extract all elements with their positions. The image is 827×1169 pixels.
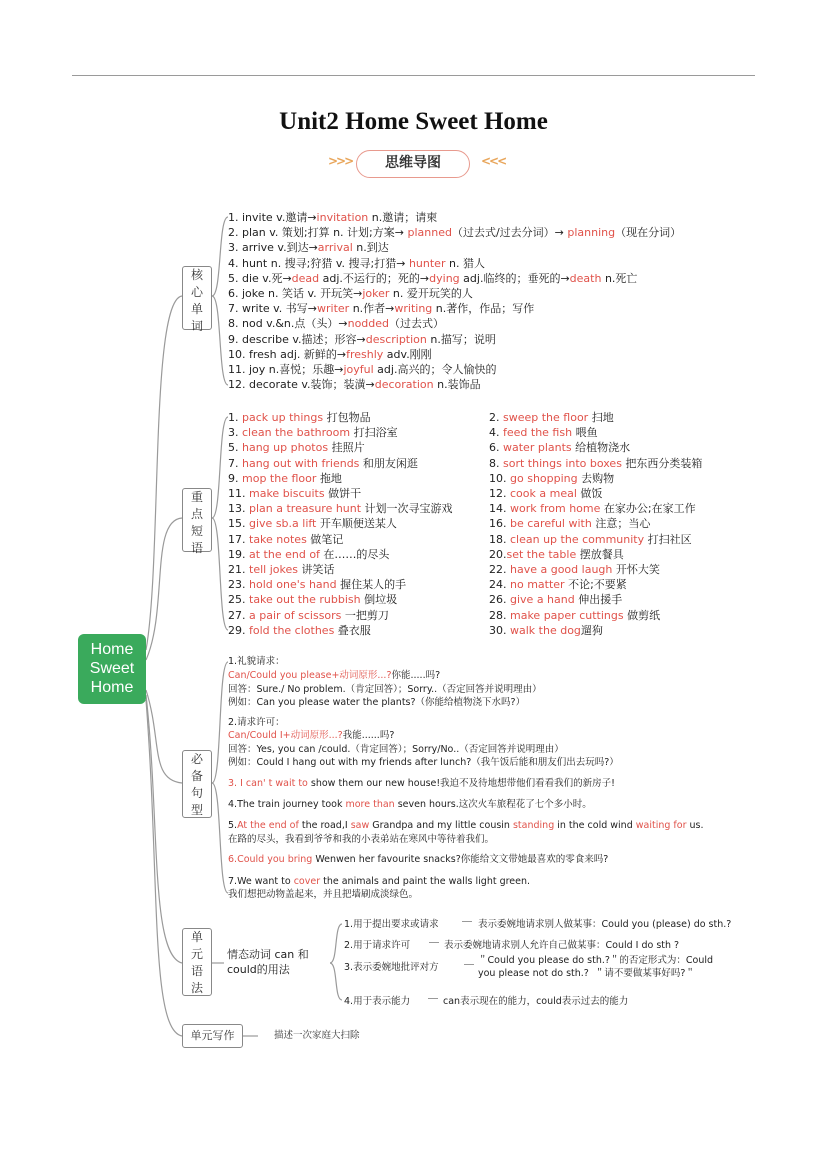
sentence-line-segment: 4.The train journey took — [228, 799, 346, 810]
root-label-1: Home — [90, 641, 134, 658]
phrase-line-segment: 13. — [228, 502, 249, 516]
word-line-segment: planned — [407, 226, 452, 240]
sentence-line — [228, 819, 704, 832]
phrase-line-segment: 20. — [489, 547, 507, 561]
word-line-segment: 1. invite v.邀请→ — [228, 211, 317, 224]
phrase-line-segment: 做剪纸 — [623, 608, 661, 622]
phrase-line — [489, 532, 692, 547]
phrase-line — [228, 532, 343, 547]
word-line-segment: arrival — [317, 241, 353, 255]
phrase-line-segment: 开车顺便送某人 — [316, 517, 397, 531]
word-line-segment: n.到达 — [352, 241, 389, 255]
sentence-line — [228, 669, 440, 682]
phrase-line-segment: 在……的尽头 — [319, 547, 390, 561]
phrase-line-segment: pack up things — [242, 411, 324, 424]
phrase-line-segment: 打扫浴室 — [350, 426, 398, 440]
sentence-line-segment: 回答：Yes, you can /could.（肯定回答）；Sorry/No..（否定回答并说明理由） — [228, 744, 564, 755]
root-label-2: Sweet — [89, 660, 135, 677]
word-line-segment: n. 猎人 — [445, 256, 485, 270]
sentence-line — [228, 756, 619, 769]
sentence-line-segment: Grandpa and my little cousin — [369, 820, 513, 831]
phrase-line-segment: give sb.a lift — [249, 517, 317, 531]
sentence-line-segment: 例如：Can you please water the plants?（你能给植物浇下水吗?） — [228, 697, 526, 708]
phrase-line-segment: 挂照片 — [328, 441, 365, 455]
sentence-line-segment: 你能.....吗? — [391, 670, 441, 681]
phrase-line — [489, 501, 696, 516]
sentence-line-segment: 我能......吗? — [342, 730, 395, 741]
phrase-line-segment: 4. — [489, 426, 503, 440]
word-line-segment: nodded — [347, 317, 390, 331]
phrase-line-segment: 做饭 — [576, 487, 603, 500]
sentence-line-segment: us. — [686, 820, 704, 831]
phrase-line-segment: 12. — [489, 487, 510, 500]
phrase-line-segment: 计划一次寻宝游戏 — [361, 502, 453, 516]
sentence-line-segment: Can/Could you please+动词原形...? — [228, 670, 392, 681]
phrase-line — [228, 516, 397, 531]
word-line-segment: adj.高兴的；令人愉快的 — [373, 363, 497, 376]
word-line-segment: writer — [317, 302, 350, 316]
sentence-line — [228, 716, 285, 729]
word-line-segment: （现在分词） — [615, 226, 682, 240]
phrase-line — [489, 547, 624, 562]
sentence-line — [228, 655, 285, 668]
sentence-line — [228, 833, 494, 846]
grammar-item-label: 3.表示委婉地批评对方 — [344, 962, 439, 973]
word-line-segment: （过去式） — [389, 317, 445, 331]
word-line — [228, 332, 496, 347]
word-line-segment: adj.临终的；垂死的→ — [459, 271, 570, 285]
word-line-segment: decoration — [374, 378, 434, 392]
phrase-line-segment: be careful with — [510, 517, 592, 531]
word-line-segment: （过去式/过去分词）→ — [451, 226, 568, 240]
sentence-line — [228, 853, 608, 866]
phrase-line-segment: go shopping — [510, 471, 578, 485]
phrase-line-segment: 10. — [489, 471, 510, 485]
sentence-line-segment: saw — [350, 820, 370, 831]
phrase-line-segment: 开怀大笑 — [612, 563, 660, 576]
sentence-line — [228, 798, 592, 811]
phrase-line — [228, 486, 361, 501]
phrase-line-segment: set the table — [506, 547, 577, 561]
sentence-line — [228, 696, 525, 709]
phrase-line — [489, 516, 650, 531]
sentence-line — [228, 888, 418, 901]
sentence-line-segment: show them our new house!我迫不及待地想带他们看看我们的新房子! — [307, 778, 615, 789]
phrase-line-segment: mop the floor — [242, 471, 317, 485]
phrase-line-segment: 拖地 — [316, 471, 342, 485]
word-line-segment: n.死亡 — [601, 271, 638, 285]
sentence-line — [228, 683, 542, 696]
mindmap-banner: 思维导图 — [356, 150, 470, 178]
grammar-connector — [462, 921, 472, 922]
root-label-3: Home — [90, 679, 134, 696]
phrase-line-segment: 打扫社区 — [644, 532, 692, 546]
phrase-line-segment: 叠衣服 — [334, 623, 371, 637]
phrase-line — [489, 592, 622, 607]
word-line-segment: n. 爱开玩笑的人 — [389, 287, 473, 300]
word-line-segment: 6. joke n. 笑话 v. 开玩笑→ — [228, 287, 363, 300]
sentence-line-segment: 6.Could you bring — [228, 854, 313, 865]
grammar-item-label: 2.用于请求许可 — [344, 940, 411, 951]
phrase-line-segment: make biscuits — [249, 487, 325, 500]
grammar-item-desc: 表示委婉地请求别人做某事：Could you (please) do sth.? — [478, 919, 732, 930]
phrase-line-segment: work from home — [510, 502, 601, 516]
sentence-line — [228, 729, 394, 742]
sentence-line-segment: At the end of — [237, 820, 299, 831]
sentence-line-segment: 例如：Could I hang out with my friends after lunch?（我午饭后能和朋友们出去玩吗?） — [228, 757, 619, 768]
phrase-line-segment: no matter — [510, 578, 565, 592]
phrase-line-segment: 伸出援手 — [574, 593, 623, 607]
phrase-line — [228, 623, 371, 638]
word-line-segment: n.邀请；请柬 — [368, 211, 438, 224]
phrase-line-segment: 握住某人的手 — [336, 578, 407, 592]
phrase-line-segment: 30. — [489, 623, 510, 637]
phrase-line-segment: plan a treasure hunt — [249, 502, 362, 516]
phrase-line — [489, 456, 702, 471]
phrase-line — [228, 592, 397, 607]
sentence-line-segment: more than — [345, 799, 395, 810]
sentence-line-segment: 2.请求许可： — [228, 717, 285, 728]
word-line — [228, 347, 432, 362]
branch-writing: 单元写作 — [182, 1024, 243, 1048]
phrase-line — [489, 562, 660, 577]
phrase-line-segment: 7. — [228, 456, 242, 470]
phrase-line — [228, 456, 418, 471]
phrase-line-segment: 27. — [228, 608, 249, 622]
word-line-segment: adj.不运行的；死的→ — [319, 271, 430, 285]
phrase-line-segment: 遛狗 — [580, 623, 603, 637]
word-line-segment: 8. nod v.&n.点（头）→ — [228, 317, 348, 331]
word-line-segment: n.描写；说明 — [426, 332, 496, 346]
phrase-line-segment: 给植物浇水 — [571, 441, 631, 455]
grammar-item-desc: ＂Could you please do sth.?＂的否定形式为：Could you please not do sth.? ＂请不要做某事好吗?＂ — [478, 955, 714, 979]
word-line-segment: joyful — [343, 363, 374, 376]
phrase-line-segment: 一把剪刀 — [341, 608, 389, 622]
phrase-line-segment: 1. — [228, 411, 242, 424]
grammar-item-label: 4.用于表示能力 — [344, 996, 411, 1007]
sentence-line-segment: 在路的尽头，我看到爷爷和我的小表弟站在寒风中等待着我们。 — [228, 834, 495, 845]
phrase-line-segment: 11. — [228, 487, 249, 500]
word-line-segment: 3. arrive v.到达→ — [228, 241, 318, 255]
phrase-line-segment: clean the bathroom — [242, 426, 351, 440]
phrase-line-segment: 29. — [228, 623, 249, 637]
word-line — [228, 301, 534, 316]
word-line — [228, 362, 496, 377]
grammar-center-label: 情态动词 can 和 could的用法 — [227, 948, 309, 976]
phrase-line-segment: 15. — [228, 517, 249, 531]
grammar-item-desc: can表示现在的能力，could表示过去的能力 — [443, 996, 629, 1007]
word-line-segment: planning — [567, 226, 616, 240]
phrase-line-segment: 摆放餐具 — [576, 547, 624, 561]
sentence-line — [228, 777, 615, 790]
grammar-item-desc: 表示委婉地请求别人允许自己做某事：Could I do sth ? — [444, 940, 680, 951]
phrase-line-segment: 5. — [228, 441, 242, 455]
writing-desc: 描述一次家庭大扫除 — [274, 1030, 360, 1041]
phrase-line-segment: a pair of scissors — [249, 608, 342, 622]
phrase-line-segment: 22. — [489, 563, 510, 576]
phrase-line-segment: 26. — [489, 593, 510, 607]
phrase-line-segment: tell jokes — [249, 563, 298, 576]
sentence-line-segment: Can/Could I+动词原形...? — [228, 730, 343, 741]
word-line-segment: 7. write v. 书写→ — [228, 302, 318, 316]
phrase-line-segment: 去购物 — [577, 471, 615, 485]
chevron-right-icon: >>> — [328, 154, 353, 168]
word-line-segment: 12. decorate v.装饰；装潢→ — [228, 378, 375, 392]
phrase-line-segment: walk the dog — [510, 623, 581, 637]
phrase-line-segment: 2. — [489, 411, 503, 424]
phrase-line-segment: 18. — [489, 532, 510, 546]
phrase-line — [228, 440, 365, 455]
phrase-line-segment: 16. — [489, 517, 510, 531]
word-line-segment: description — [365, 332, 427, 346]
phrase-line-segment: 24. — [489, 578, 510, 592]
phrase-line-segment: 8. — [489, 456, 503, 470]
word-line-segment: 4. hunt n. 搜寻;狩猎 v. 搜寻;打猎→ — [228, 256, 409, 270]
phrase-line-segment: 14. — [489, 502, 510, 516]
branch-key-sentences: 必 备 句 型 — [182, 750, 212, 818]
sentence-line — [228, 743, 564, 756]
phrase-line-segment: hang up photos — [242, 441, 329, 455]
word-line-segment: hunter — [408, 256, 446, 270]
grammar-connector — [429, 942, 439, 943]
phrase-line-segment: take notes — [249, 532, 307, 546]
word-line — [228, 316, 444, 331]
phrase-line — [489, 425, 598, 440]
word-line — [228, 377, 481, 392]
phrase-line — [489, 623, 603, 638]
phrase-line — [228, 608, 389, 623]
word-line-segment: dying — [429, 271, 460, 285]
root-node — [78, 634, 146, 704]
phrase-line-segment: hang out with friends — [242, 456, 360, 470]
page-title: Unit2 Home Sweet Home — [279, 108, 548, 135]
phrase-line-segment: 19. — [228, 547, 249, 561]
sentence-line-segment: Wenwen her favourite snacks?你能给文文带她最喜欢的零食来吗? — [312, 854, 609, 865]
sentence-line-segment: in the cold wind — [554, 820, 636, 831]
word-line-segment: 2. plan v. 策划;打算 n. 计划;方案→ — [228, 226, 408, 240]
word-line-segment: death — [569, 271, 602, 285]
phrase-line-segment: feed the fish — [503, 426, 573, 440]
phrase-line-segment: sweep the floor — [503, 411, 589, 424]
phrase-line-segment: 17. — [228, 532, 249, 546]
word-line — [228, 210, 437, 225]
phrase-line-segment: 在家办公;在家工作 — [600, 502, 696, 516]
phrase-line — [489, 486, 602, 501]
word-line-segment: dead — [291, 271, 320, 285]
grammar-connector — [464, 964, 474, 965]
word-line-segment: writing — [394, 302, 433, 316]
phrase-line-segment: hold one's hand — [249, 578, 337, 592]
phrase-line-segment: 做笔记 — [306, 532, 344, 546]
phrase-line-segment: sort things into boxes — [503, 456, 622, 470]
sentence-line-segment: 回答：Sure./ No problem.（肯定回答）；Sorry..（否定回答并说明理由） — [228, 684, 542, 695]
phrase-line-segment: 打包物品 — [323, 411, 371, 424]
phrase-line-segment: 28. — [489, 608, 510, 622]
phrase-line-segment: 喂鱼 — [572, 426, 598, 440]
sentence-line-segment: the animals and paint the walls light green. — [320, 876, 531, 887]
phrase-line-segment: cook a meal — [510, 487, 577, 500]
branch-grammar: 单 元 语 法 — [182, 928, 212, 996]
phrase-line-segment: give a hand — [510, 593, 575, 607]
phrase-line-segment: 扫地 — [588, 411, 614, 424]
word-line-segment: invitation — [316, 211, 369, 224]
branch-core-words: 核 心 单 词 — [182, 266, 212, 330]
word-line-segment: n.作者→ — [349, 302, 395, 316]
word-line — [228, 271, 637, 286]
phrase-line — [489, 471, 614, 486]
phrase-line-segment: 讲笑话 — [297, 563, 335, 576]
phrase-line — [228, 425, 398, 440]
phrase-line — [489, 410, 614, 425]
word-line-segment: freshly — [346, 347, 384, 361]
phrase-line — [228, 547, 389, 562]
word-line — [228, 240, 389, 255]
sentence-line-segment: 我们想把动物盖起来，并且把墙刷成淡绿色。 — [228, 889, 419, 900]
word-line-segment: joker — [362, 287, 390, 300]
sentence-line-segment: 5. — [228, 820, 238, 831]
phrase-line-segment: take out the rubbish — [249, 593, 361, 607]
phrase-line-segment: 25. — [228, 593, 249, 607]
phrase-line-segment: 倒垃圾 — [360, 593, 398, 607]
word-line — [228, 286, 473, 301]
grammar-item-label: 1.用于提出要求或请求 — [344, 919, 439, 930]
sentence-line-segment: cover — [293, 876, 321, 887]
phrase-line-segment: 21. — [228, 563, 249, 576]
sentence-line-segment: standing — [512, 820, 555, 831]
phrase-line — [228, 410, 371, 425]
word-line-segment: n.装饰品 — [433, 378, 481, 392]
word-line-segment: adv.刚刚 — [383, 347, 432, 361]
phrase-line — [489, 440, 630, 455]
phrase-line-segment: 6. — [489, 441, 503, 455]
chevron-left-icon: <<< — [481, 154, 506, 168]
phrase-line-segment: fold the clothes — [249, 623, 335, 637]
phrase-line-segment: 23. — [228, 578, 249, 592]
sentence-line-segment: 1.礼貌请求： — [228, 656, 285, 667]
word-line — [228, 225, 681, 240]
phrase-line-segment: clean up the community — [510, 532, 645, 546]
sentence-line — [228, 875, 530, 888]
sentence-line-segment: seven hours.这次火车旅程花了七个多小时。 — [394, 799, 592, 810]
phrase-line-segment: make paper cuttings — [510, 608, 624, 622]
phrase-line — [228, 471, 342, 486]
phrase-line — [489, 608, 660, 623]
phrase-line — [228, 577, 406, 592]
phrase-line-segment: have a good laugh — [510, 563, 613, 576]
word-line — [228, 256, 485, 271]
word-line-segment: 5. die v.死→ — [228, 271, 292, 285]
word-line-segment: n.著作，作品；写作 — [432, 302, 535, 316]
phrase-line-segment: 注意；当心 — [591, 517, 651, 531]
word-line-segment: 11. joy n.喜悦；乐趣→ — [228, 363, 344, 376]
phrase-line — [489, 577, 627, 592]
sentence-line-segment: 3. I can' t wait to — [228, 778, 308, 789]
phrase-line-segment: 3. — [228, 426, 242, 440]
sentence-line-segment: the road,I — [298, 820, 351, 831]
phrase-line-segment: 和朋友闲逛 — [359, 456, 418, 470]
word-line-segment: 10. fresh adj. 新鲜的→ — [228, 347, 347, 361]
phrase-line-segment: 把东西分类装箱 — [621, 456, 703, 470]
sentence-line-segment: waiting for — [635, 820, 687, 831]
phrase-line-segment: water plants — [503, 441, 572, 455]
phrase-line-segment: 9. — [228, 471, 242, 485]
word-line-segment: 9. describe v.描述；形容→ — [228, 332, 366, 346]
branch-key-phrases: 重 点 短 语 — [182, 488, 212, 552]
phrase-line-segment: 不论;不要紧 — [564, 578, 627, 592]
phrase-line — [228, 562, 334, 577]
phrase-line-segment: 做饼干 — [324, 487, 362, 500]
phrase-line-segment: at the end of — [249, 547, 320, 561]
grammar-connector — [428, 998, 438, 999]
sentence-line-segment: 7.We want to — [228, 876, 294, 887]
phrase-line — [228, 501, 453, 516]
